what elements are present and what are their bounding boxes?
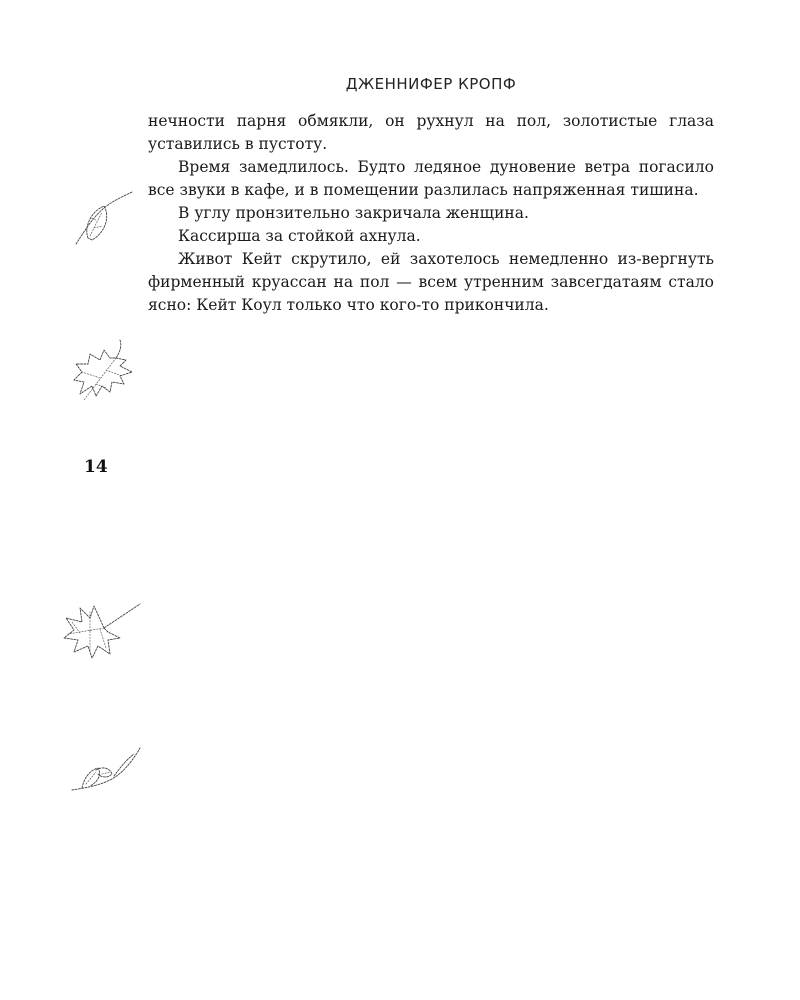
body-text [148, 110, 714, 317]
paragraph: Время замедлилось. Будто ледяное дуновение ветра погасило все звуки в кафе, и в помещении разлилась напряженная тишина. [148, 158, 714, 199]
leaf-icon [70, 188, 136, 250]
paragraph: Кассирша за стойкой ахнула. [178, 227, 421, 245]
maple-leaf-icon [70, 336, 138, 408]
paragraph: Живот Кейт скрутило, ей захотелось немедленно из-вергнуть фирменный круассан на пол — всем утренним завсегдатаям стало ясно: Кейт Коул только что кого-то прикончила. [148, 250, 714, 314]
paragraph: В углу пронзительно закричала женщина. [178, 204, 529, 222]
page-number: 14 [84, 457, 108, 477]
curled-leaf-icon [68, 744, 144, 796]
paragraph: нечности парня обмякли, он рухнул на пол, золотистые глаза уставились в пустоту. [148, 112, 714, 153]
running-header-author: ДЖЕННИФЕР КРОПФ [345, 75, 517, 93]
maple-leaf-icon [60, 598, 144, 664]
